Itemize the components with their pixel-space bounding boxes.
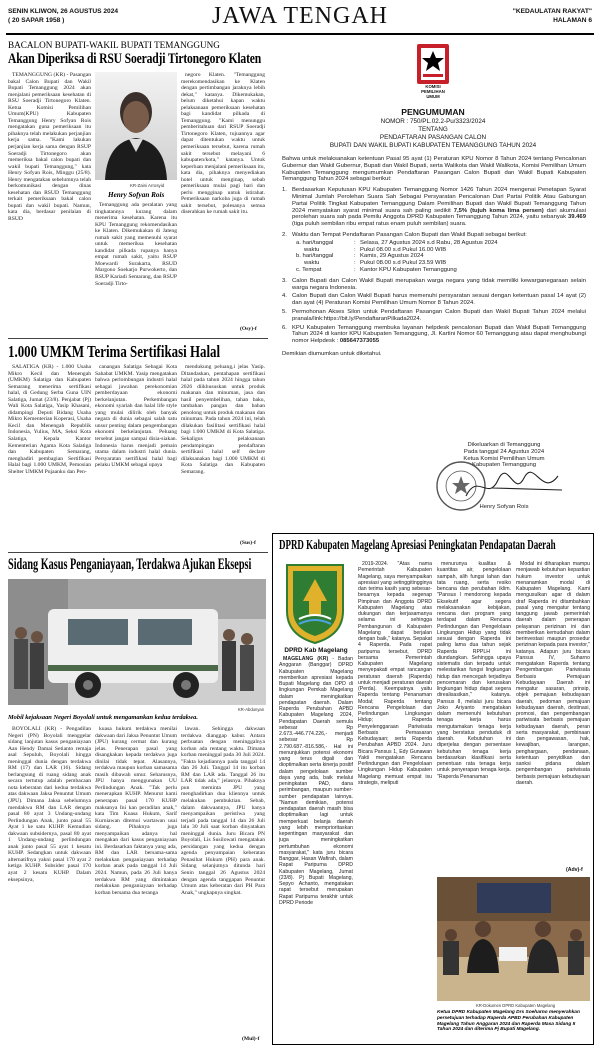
article3-photo xyxy=(8,579,266,705)
article2-col3: mendukung peluang,i jelas Yasip. Ditandaskan, pentahapan sertifikasi halal pada tahun 2024 hingga tahun 2026 diikhususkan untuk produk makanan dan minuman, jasa dan hasil penyembelihan, tahan baku, tambahan pangan dan bahan penolong untuk produk makanan dan minuman. Pada tahun 2024 ini, telah dilakukan fasilitasi sertifikasi halal bagi 1.000 UMKM di Kota Salatiga. Sekaligus pelaksanaan pendampingan pendaftaran sertifikasi halal self declare dilaksanakan bagi 1.000 UMKM di Kota Salatiga dan Kabupaten Semarang. xyxy=(181,364,265,475)
article1-col1: TEMANGGUNG (KR) - Pasangan bakal Calon Bupati dan Wakil Bupati Temanggung 2024 akan menjalani pemeriksaan kesehatan di RSU Soeradji Tirtonegoro Klaten. Ketua Komisi Pemilihan Umum(KPU) Kabupaten Temanggung Henry Sofyan Rois mengatakan guna pemeriksaan itu pihaknya telah melakukan perjanjian kerja sama. "Kami lakukan perjanjian kerja sama dengan RSUP Soeradji Tirtonegoro akan memeriksa bakal calon bupati dan wakil bupati Temanggung," kata Henry Sofyan Rois, Minggu (25/8). Henry mengatakan sebelumnya telah berkomunikasi dengan dinas kesehatan dan RSUD Temanggung terkait pemeriksaan bakal calon bupati dan wakil bupati. Namun, kata dia, berdasar penilaian di RSUD xyxy=(8,72,91,223)
handwritten-signature xyxy=(462,468,572,504)
schedule-row: b. hari/tanggal : Kamis, 29 Agustus 2024 xyxy=(296,253,424,260)
masthead-hijri: ( 20 SAPAR 1958 ) xyxy=(8,17,65,24)
sign-role-2: Kabupaten Temanggung xyxy=(471,462,537,469)
schedule-row: waktu : Pukul 08.00 s.d Pukul 23.59 WIB xyxy=(304,260,447,267)
magelang-logo xyxy=(279,561,351,645)
article2-col2: canangan Salatiga Sebagai Kota Sahabat UMKM. Yasip mengatakan bahwa perlombungan industri halal sebagai jawaban perekonomian pemberdayaan ekonomi berkelanjutan. Perkembangan ekonomi syariah dan halal life style yang mulai dilirik oleh banyak negara di dunia sebagai salah satu unsur penting dalam pengembangan ekonomi berkelanjutan. Peluang tersebut jangan sampai disia-siakan. Indonesia harus menjadi pemain utama dalam industri halal dunia. Persyaratan sertifikasi halal bagi pelaku UMKM sebagai upaya xyxy=(95,364,177,469)
article2-rule xyxy=(8,338,268,339)
schedule-row: c. Tempat : Kantor KPU Kabupaten Temanggung xyxy=(296,266,457,273)
article1-col3: negoro Klaten. "Temanggung merekomendasikan ke Klaten dengan pertimbangan jaraknya lebih dekat," katanya. Dikemukakan, belum diketahui kapan waktu pelaksanaan pemeriksaan kesehatan bagi kandidat pilkada di Temanggung. "Kami menunggu pemberitahuan dari RSUP Soeradji Tirtonegoro Klaten, tujuannya agar dapat ditentukan waktu untuk pemeriksaan tersebut, karena rumah sakit tersebut melayani 6 kabupaten/kota," katanya. Untuk keperluan menjalani pemeriksaan itu, kata dia, pihaknya menyediakan hotel untuk menginap, sebab pemeriksaan mulai pagi hari dan perlu mengginap untuk istirahat. Pemeriksaan narkoba juga di rumah sakit tersebut, polesanya semua diserahkan ke rumah sakit itu. xyxy=(181,72,265,216)
item-1-number: 1. xyxy=(282,187,287,194)
masthead-title: JAWA TENGAH xyxy=(212,3,388,29)
article3-photo-credit: KR-Abdunyan xyxy=(238,707,265,712)
schedule-row: a. hari/tanggal : Selasa, 27 Agustus 2024 s.d Rabu, 28 Agustus 2024 xyxy=(296,239,498,246)
article2-headline: 1.000 UMKM Terima Sertifikasi Halal xyxy=(8,342,221,361)
masthead-date: SENIN KLIWON, 26 AGUSTUS 2024 xyxy=(8,8,119,15)
kpu-logo-text-3: UMUM xyxy=(426,94,440,99)
article3-col2: kuasa hukum terdakwa menilai dakwaan dari Jaksa Penuntut Umum (JPU) kurang cermat dan kurang jelas. Penerapan pasal yang disangkakan kepada terdakwa juga dinilai tidak tepat. Alasannya, terdakwa maupun korban samasama masih dibawah umur. Seharusnya, JPU hanya menggunakan UU Perlindungan Anak. "Tak perlu menerapkan KUHP. Menurut kami penerapan pasal 170 KUHP maksanya Ini kan peradilan anak," kata Tim Kuasa Hukum, Sarif Kurniawan ditemui wartawan usai sidang. Pihaknya juga menyampaikan adanya hal mengakan dari kasus penganiayaan ini. Berdasarkan faktanya yang ada, RM dan LAR bersama-sama melakukan penganiayaan terhadap korban anak pada tanggal 14 Juli 2024. Namun, pada 26 Juli hanya terdakwa RM yang dimintakan melakukan penganiayaan terhadap korban bersama dua teranga xyxy=(95,726,177,896)
article3-col1: BOYOLALI (KR) - Pengadilan Negeri (PN) Boyolali menggelar sidang lanjutan kasus penganiayaan Aan Hendy Damai Setianto remaja asal Sepuluh, Boyolali hingga meninggal dunia dengan terdakwa RM (17) dan LAR (16). Sidang berlangsung di ruang sidang anak secara tertutup adalah pembacaan nota keberatan dari kedua terdakwa atas dakwaan Jaksa Penuntut Umum (JPU). Dimana Jaksa sebelumnya mendakwa RM dan LAR dengan pasal 80 ayat 3 Undang-undang Perlindungan Anak, junto pasal 55 Ayat 1 ke satu KUHP. Kemudian dakwaan subsidernya, pasal 80 ayat 1 Undang-undang perlindungan anak junto pasal 55 ayat 1 kesatu KUHP. Sedangkan untuk dakwaan alternatifnya yakni pasal 170 ayat 2 ketiga KUHP. Subsider pasal 170 ayat 2 kesatu KUHP. Dalam eksepsinya, xyxy=(8,726,91,883)
announcement-item-4: 4. Calon Bupati dan Calon Wakil Bupati harus memenuhi persyaratan sesuai dengan ketentuan pasal 14 ayat (2) dan ayat (4) Peraturan Komisi Pemilihan Umum Nomor 8 Tahun 2024. xyxy=(282,293,586,307)
article3-photo-caption: Mobil kejaksaan Negeri Boyolali untuk mengamankan kedua terdakwa. xyxy=(8,714,198,721)
advertorial-col3: menurunya kualitas & kuantitas air, pengelolaan sampah, alih fungsi lahan dan tata ruang, serta resiko bencana dan perubahan iklim. "Pansus I mendorong kepada Eksekutif agar segera melaksanakan kebijakan, rencana dan program yang terdapat dalam Rencana Perlindungan dan Pengelolaan Lingkungan Hidup yang tidak sesuai dengan Raperda ini paling lama dua tahun sejak Raperda RPPLH ini diundangkan. Sehingga upaya sistematis dan terpadu untuk melestarikan fungsi lingkungan hidup dan mencegah terjadinya pencemaran dan kerusakan lingkungan hidup dapat segera direalisasikan," katanya. Pansus II, melalui juru bicara Joko Ariyanto mengatakan dalam memenuhi kebutuhan tenaga kerja harus mengutamakan tenaga kerja yang berstatus penduduk di daerah. Kebutuhan ini diperjelas dengan persentase kebutuhan tenaga kerja berdasarkan klasifikasi serta penentuan rata tenaga kerja untuk penyerapan tenaga kerja. "Raperda Penanaman xyxy=(437,561,511,780)
article1-signoff: (Osy)-f xyxy=(240,326,257,332)
article1-kicker: BACALON BUPATI-WAKIL BUPATI TEMANGGUNG xyxy=(8,40,220,50)
advertorial-photo-caption: Ketua DPRD Kabupaten Magelang Drs Soeharno menyerahkan persetujuan terhadap Raperda APBD Perubahan Kabupaten Magelang Tahun Anggaran 2024 dan Raperda Masa Sidang II Tahun 2024 dan diterima Pj Bupati Magelang. xyxy=(437,1010,580,1033)
announcement-subject-1: PENDAFTARAN PASANGAN CALON xyxy=(379,134,487,141)
masthead-slogan: "KEDAULATAN RAKYAT" xyxy=(512,8,592,15)
article3-headline: Sidang Kasus Penganiayaan, Terdakwa Ajukan Eksepsi xyxy=(8,556,252,573)
advertorial-col4: Modal ini diharapkan mampu menjawab kebutuhan kepastian hukum investor untuk menanamkan modal di Kabupaten Magelang. Kami mengusulkan agar di dalam draf Raperda ini ditambahkan pasal yang mengatur tentang tanggung jawab pemerintah daerah dalam penerapan pelayanan perizinan ini dan memberikan kemudahan dalam berinvestasi maupun prosedur perizinan kepada para investor," katanya. Adapun juru bicara Pansus IV, Suharno mengatakan Raperda tentang Pengembangan Pariwisata Berbasis Pemajuan Kebudayaan Daerah ini mengatur sasaran, prinsip, objek pemajuan kebudayaan daerah, pedoman pemajuan kebudayaan daerah, destinasi, promosi, dan pengembangan pariwisata berbasis pemajuan kebudayaan daerah, peran serta masyarakat, pembinaan dan pengawasan, hak, kewajiban, larangan, penghargaan, pendanaan, ketentuan penyidikan dan sanksi pidana dalam pengembangan pariwisata berbasis pemajuan kebudayaan daerah. xyxy=(516,561,590,786)
announcement-subject-2: BUPATI DAN WAKIL BUPATI KABUPATEN TEMANGGUNG TAHUN 2024 xyxy=(329,142,537,149)
masthead-rule xyxy=(6,33,594,35)
silon-link[interactable]: Permohonan Akses Silon untuk Pendaftaran Pasangan Calon Bupati dan Wakil Bupati Tahun 2024 melalui pranala/link:https://bit.ly/PendaftaranPilkada2024. xyxy=(292,308,586,322)
article2-signoff: (Sus)-f xyxy=(240,540,256,546)
sign-role-1: Ketua Komisi Pemilihan Umum xyxy=(463,455,545,462)
article2-col1: SALATIGA (KR) - 1.000 Usaha Mikro Kecil dan Menengah (UMKM) Salatiga dan Kabupaten Semarang menerima sertifikasi halal, di Gedung Serba Guna UIN Salatiga, Jumat (23/8). Penjabat (Pj) Wali Kota Salatiga, Yasip Khasani, didampingi Deputi Bidang Usaha Mikro Kementerian Koperasi, Usaha Kecil dan Menengah Republik Indonesia, Yulius, MA, Seksi Kota Salatiga, Kepala Kantor Kementerian Agama Kota Salatiga dan Kabupaten Semarang, menghadiri pembagian Sertifikasi Halal bagi 1.000 UMKM, Pemosian Shelter UMKM Pujaanku dan Pen- xyxy=(8,364,91,475)
advertorial-col1: MAGELANG (KR) - Badan Anggaran (Banggar) DPRD Kabupaten Magelang memberikan apresiasi kepada Bupati Magelang dan OPD di lingkungan Pemkab Magelang dalam meningkatkan pendapatan daerah. Dalam Raperda Perubahan APBD Kabupaten Magelang 2024, Pendapatan Daerah semula sebesar Rp 2.673.-446.774.226,- menjadi sebesar Rp 2.790.687.-816.586,- Hal ini menunjukkan potensi ekonomi yang terus digali dan dioptimalkan serta kinerja positif dalam pengelolaan sumber daya yang ada, baik melalui peningkatan PAD, dana perimbangan, maupun sumber-sumber pendapatan lainnya. "Namun demikian, potensi pendapatan daerah masih bisa dioptimalkan lagi untuk memperkuat belanja daerah yang lebih memprioritaskan kepentingan masyarakat dan juga meningkatkan pertumbuhan ekonomi masyarakat," kata juru bicara Banggar, Hasan Wafirah, dalam Rapat Paripurna DPRD Kabupaten Magelang, Jumat (23/8). Pj Bupati Magelang, Sepyo Achanto, mengatakan rapat tersebut merupakan Rapat Paripurna terakhir untuk DPRD Periode xyxy=(279,656,353,906)
kpu-logo xyxy=(393,40,473,102)
kpu-logo-text-1: KOMISI xyxy=(425,84,441,89)
kpu-logo-text-2: PEMILIHAN xyxy=(421,89,445,94)
announcement-number: NOMOR : 750/PL.02.2-Pu/3323/2024 xyxy=(380,118,486,125)
announcement-about: TENTANG xyxy=(418,126,448,133)
item-1-text: Berdasarkan Keputusan KPU Kabupaten Temanggung Nomor 1426 Tahun 2024 mengenai Penetapan Syarat Minimal Jumlah Perolehan Suara Sah Sebagai Persyaratan Pencalonan Dari Partai Politik Atau Gabungan Partai Politik Tingkat Kabupaten Temanggung Dalam Pemilihan Bupati dan Wakil Bupati Temanggung Tahun 2024 menyatakan syarat minimal suara sah paling sedikit 7,5% (tujuh koma lima persen) dari akumulasi perolehan suara sah pada Pemilu Anggota DPRD Kabupaten Temanggung Tahun 2024, yaitu sebanyak 39.469 (tiga puluh sembilan ribu empat ratus enam puluh sembilan) suara. xyxy=(292,187,586,228)
schedule-table xyxy=(296,240,586,274)
announcement-intro: Bahwa untuk melaksanakan ketentuan Pasal 95 ayat (1) Peraturan KPU Nomor 8 Tahun 2024 tentang Pencalonan Gubernur dan Wakil Gubernur, Bupati dan Wakil Bupati, serta Walikota dan Wakil Walikota, Komisi Pemilihan Umum Kabupaten Temanggung mengumumkan Pendaftaran Pasangan Calon Bupati dan Wakil Bupati Kabupaten Temanggung Tahun 2024 sebagai berikut: xyxy=(282,156,586,183)
article1-headline: Akan Diperiksa di RSU Soeradji Tirtonegoro Klaten xyxy=(8,51,262,67)
item-2-number: 2. xyxy=(282,231,287,238)
announcement-item-3: 3. Calon Bupati dan Calon Wakil Bupati merupakan warga negara yang tidak memiliki kewarganegaraan selain warga negara Indonesia. xyxy=(282,277,586,291)
article3-col3: lawan. Sehingga dakwaan terdakwa dianggap kabur. Antara perbuatan dengan meninggalnya korban ada rentang waktu. Dimana korban meninggal pada 30 Juli 2024. "Fakta kejadiannya pada tanggal 14 dan 26 Juli. Tanggal 14 itu korban RM dan LAR ada. Tanggal 26 itu LAR tidak ada," jelasnya. Pihaknya pun meminta JPU yang menghadirkan dua kliennya untuk melakukan pembuktian. Sebab, dalam dakwaannya, JPU hanya menyampaikan peristiwa yang terjadi pada tanggal 14 dan 26 Juli lalu 30 Juli saat korban dinyatakan meninggal dunia. Juru Bicara PN Boyolali, Lis Susilowati mengatakan persidangan yang kedua dengan agenda penyampaian keberatan Penasihat Hukum (PH) para anak. Sidang selanjutnya ditunda hari Senin tanggal 26 Agustus 2024 dengan agenda tanggapan Penuntut Umum atas keberatan dari PH Para Anak," ungkapnya singkat. xyxy=(181,726,265,896)
schedule-row: waktu : Pukul 08.00 s.d Pukul 16.00 WIB xyxy=(304,246,447,253)
helpdesk-phone[interactable]: 085647373055 xyxy=(339,338,380,345)
advertorial-signoff: (Adv)-f xyxy=(566,867,583,873)
article3-rule xyxy=(8,552,268,553)
masthead-page: HALAMAN 6 xyxy=(553,17,592,24)
announcement-title: PENGUMUMAN xyxy=(401,107,465,117)
announcement-item-6: 6. KPU Kabupaten Temanggung membuka layanan helpdesk pencalonan Bupati dan Wakil Bupati Temanggung Tahun 2024 di kantor KPU Kabupaten Temanggung, Jl. Kartini Nomor 60 Temanggung atau dapat menghubungi nomor Helpdesk : 085647373055 xyxy=(282,324,586,345)
announcement-item-1 xyxy=(282,187,586,228)
advertorial-photo xyxy=(437,877,590,1001)
magelang-logo-caption: DPRD Kab Magelang xyxy=(284,647,348,654)
sign-name: Henry Sofyan Rois xyxy=(479,504,529,510)
advertorial-photo-credit: KR-Dokumen DPRD Kabupaten Magelang xyxy=(476,1003,556,1008)
announcement-closing: Demikian diumumkan untuk diketahui. xyxy=(282,350,382,357)
sign-date: Pada tanggal 24 Agustus 2024 xyxy=(463,448,545,455)
article3-signoff: (Mul)-f xyxy=(242,1036,260,1042)
announcement-box xyxy=(272,38,594,528)
article1-col2: Temanggung ada peralatan yang tingkatannya kurang dalam menerima kesehatan. Karena itu KPU Temanggung rekomendasikan ke Klaten. Dikemukakan di Jateng rumah sakit yang memenuhi syarat untuk memeriksa kesehatan kandidat pilkada rupanya hanya empat rumah sakit, yaitu RSUP Moewardi Surakarta, RSUD Margono Soekarjo Purwokerto, dan RSUP Kariadi Semarang, dan RSUP Soeradji Tirto- xyxy=(95,202,177,287)
announcement-item-2 xyxy=(282,232,586,239)
advertorial-col2: 2019-2024. "Atas nama Pemerintah Kabupaten Magelang, saya menyampaikan apresiasi yang setinggitingginya dan terima kasih yang sebesar-besarnya kepada segenap Pimpinan dan Anggota DPRD Kabupaten Magelang atas dukungan dan kerjasamanya selama ini sehingga Pembangunan di Kabupaten Magelang dapat berjalan dengan baik," katanya. Sepakat 4 Raperda. Pada rapat paripurna tersebut, DPRD bersama Pemerintah Kabupaten Magelang menyepakati empat rancangan peraturan daerah (Raperda) untuk menjadi peraturan daerah (Perda). Keempatnya yaitu Raperda tentang Penanaman Modal; Raperda tentang Rencana Pengelolaan dan Perlindungan Lingkungan Hidup; Raperda Penyelenggaraan Pariwisata Berbasis Pemasaran Kebudayaan; serta Raperda Perubahan APBD 2024. Juru Bicara Pansus 1, Edy Gunawan Yakti mengatakan Rencana Perlindungan dan Pengelolaan Lingkungan Hidup Kabupaten Magelang memuat empat isu strategis, meliputi xyxy=(358,561,432,786)
article1-photo xyxy=(95,72,177,180)
sign-place: Dikeluarkan di Temanggung xyxy=(467,442,541,448)
item-2-text: Waktu dan Tempat Pendaftaran Pasangan Calon Bupati dan Wakil Bupati sebagai berikut: xyxy=(292,231,527,238)
article1-photo-credit: KR-Zaini Arrosyid xyxy=(130,183,165,188)
article1-photo-caption: Henry Sofyan Rois xyxy=(108,191,165,199)
announcement-item-5: 5. Permohonan Akses Silon untuk Pendaftaran Pasangan Calon Bupati dan Wakil Bupati Tahun 2024 melalui pranala/link:https://bit.ly/PendaftaranPilkada2024. xyxy=(282,308,586,322)
announcement-body xyxy=(282,156,586,358)
advertorial-headline: DPRD Kabupaten Magelang Apresiasi Peningkatan Pendapatan Daerah xyxy=(279,538,556,553)
